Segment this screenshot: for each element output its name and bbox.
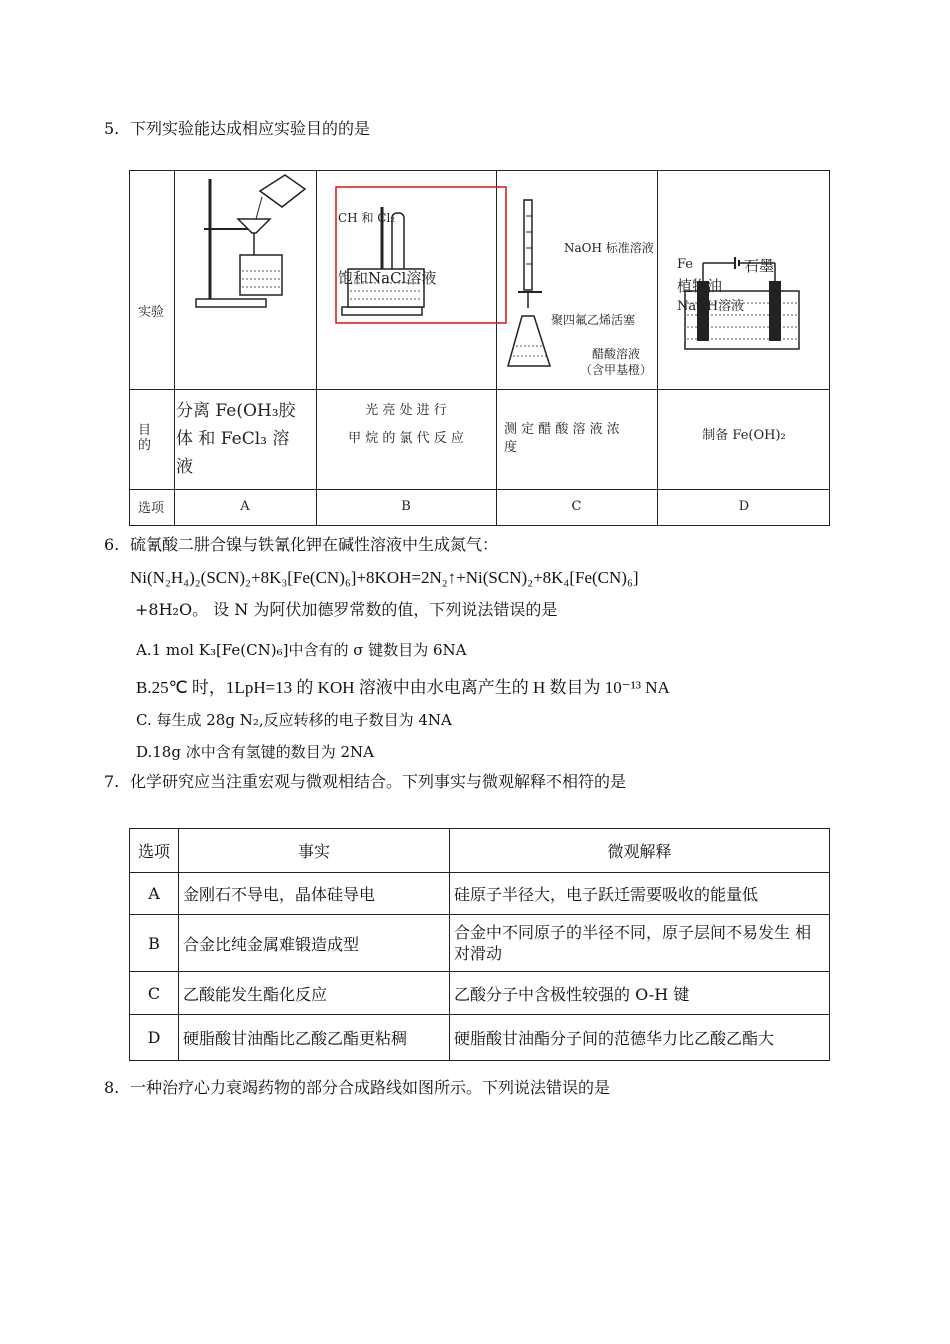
question-text: 硫氰酸二肼合镍与铁氰化钾在碱性溶液中生成氮气： bbox=[130, 535, 499, 554]
question-7 bbox=[104, 771, 626, 793]
row-fact: 金刚石不导电，晶体硅导电 bbox=[179, 873, 450, 915]
row-explanation: 乙酸分子中含极性较强的 O-H 键 bbox=[450, 972, 830, 1015]
option-a-text: A.1 mol K₃[Fe(CN)₆]中含有的 σ 键数目为 6NA bbox=[136, 641, 467, 659]
row-label-experiment: 实验 bbox=[138, 305, 165, 320]
option-c: C bbox=[571, 499, 582, 514]
row-fact: 合金比纯金属难锻造成型 bbox=[179, 915, 450, 972]
filtration-apparatus-image bbox=[190, 171, 310, 386]
row-option: B bbox=[130, 915, 179, 972]
purpose-c: 测 定 醋 酸 溶 液 浓 度 bbox=[504, 422, 620, 455]
row-explanation: 硬脂酸甘油酯分子间的范德华力比乙酸乙酯大 bbox=[450, 1015, 830, 1061]
row-fact: 乙酸能发生酯化反应 bbox=[179, 972, 450, 1015]
header-fact: 事实 bbox=[179, 829, 450, 873]
label-gas: CH 和 Cl₂ bbox=[338, 211, 396, 225]
titration-apparatus-image bbox=[502, 196, 582, 381]
row-option: C bbox=[130, 972, 179, 1015]
purpose-b: 光 亮 处 进 行 甲 烷 的 氯 代 反 应 bbox=[348, 403, 464, 446]
purpose-a: 分离 Fe(OH₃胶 体 和 FeCl₃ 溶 液 bbox=[176, 401, 296, 477]
option-b-text: B.25℃ 时，1LpH=13 的 KOH 溶液中由水电离产生的 H 数目为 10⁻¹³ NA bbox=[136, 678, 670, 697]
table-header-row bbox=[130, 829, 830, 873]
label-liquid: 饱和NaCl溶液 bbox=[338, 269, 437, 287]
row-option: D bbox=[130, 1015, 179, 1061]
row-explanation: 硅原子半径大，电子跃迁需要吸收的能量低 bbox=[450, 873, 830, 915]
question-number: 8. bbox=[104, 1078, 120, 1097]
experiment-table bbox=[129, 170, 830, 526]
option-a: A bbox=[240, 499, 250, 514]
label-flask: 醋酸溶液 bbox=[592, 347, 641, 361]
label-naoh: NaOH溶液 bbox=[677, 299, 745, 314]
question-text: 一种治疗心力衰竭药物的部分合成路线如图所示。下列说法错误的是 bbox=[130, 1078, 611, 1097]
facts-table bbox=[129, 828, 830, 1061]
table-divider bbox=[130, 489, 829, 490]
option-d-text: D.18g 冰中含有氢键的数目为 2NA bbox=[136, 743, 374, 761]
option-d: D bbox=[738, 499, 750, 514]
row-fact: 硬脂酸甘油酯比乙酸乙酯更粘稠 bbox=[179, 1015, 450, 1061]
question-6 bbox=[104, 534, 498, 556]
table-row bbox=[130, 1015, 830, 1061]
equation-line-1: Ni(N₂H₄)₂(SCN)₂+8K₃[Fe(CN)₆]+8KOH=2N₂↑+Ni(SCN)₂+8K₄[Fe(CN)₆] bbox=[130, 568, 639, 587]
label-oil: 植物油 bbox=[677, 277, 723, 295]
label-valve: 聚四氟乙烯活塞 bbox=[551, 313, 636, 327]
label-fe: Fe bbox=[677, 257, 694, 272]
table-row bbox=[130, 873, 830, 915]
label-graphite: 石墨 bbox=[744, 257, 775, 275]
equation-line-2: +8H₂O。 设 N 为阿伏加德罗常数的值，下列说法错误的是 bbox=[135, 600, 558, 619]
row-option: A bbox=[130, 873, 179, 915]
question-text: 化学研究应当注重宏观与微观相结合。下列事实与微观解释不相符的是 bbox=[130, 772, 627, 791]
question-number: 6. bbox=[104, 535, 120, 554]
header-option: 选项 bbox=[130, 829, 179, 873]
label-indicator: （含甲基橙） bbox=[580, 363, 653, 377]
table-row bbox=[130, 972, 830, 1015]
table-divider bbox=[130, 389, 829, 390]
row-label-option: 选项 bbox=[138, 501, 165, 516]
question-5 bbox=[104, 118, 370, 140]
option-c-text: C. 每生成 28g N₂,反应转移的电子数目为 4NA bbox=[136, 711, 452, 729]
header-explanation: 微观解释 bbox=[450, 829, 830, 873]
label-burette: NaOH 标准溶液 bbox=[564, 241, 654, 255]
table-divider bbox=[174, 171, 175, 525]
question-number: 5. bbox=[104, 119, 120, 138]
table-row bbox=[130, 915, 830, 972]
purpose-d: 制备 Fe(OH)₂ bbox=[702, 428, 786, 443]
row-explanation: 合金中不同原子的半径不同，原子层间不易发生 相对滑动 bbox=[450, 915, 830, 972]
chlorination-apparatus-image bbox=[334, 185, 509, 327]
question-text: 下列实验能达成相应实验目的的是 bbox=[130, 119, 371, 138]
table-divider bbox=[657, 171, 658, 525]
table-divider bbox=[316, 171, 317, 525]
question-8 bbox=[104, 1077, 610, 1099]
row-label-purpose: 目 的 bbox=[138, 423, 152, 453]
option-b: B bbox=[401, 499, 411, 514]
question-number: 7. bbox=[104, 772, 120, 791]
